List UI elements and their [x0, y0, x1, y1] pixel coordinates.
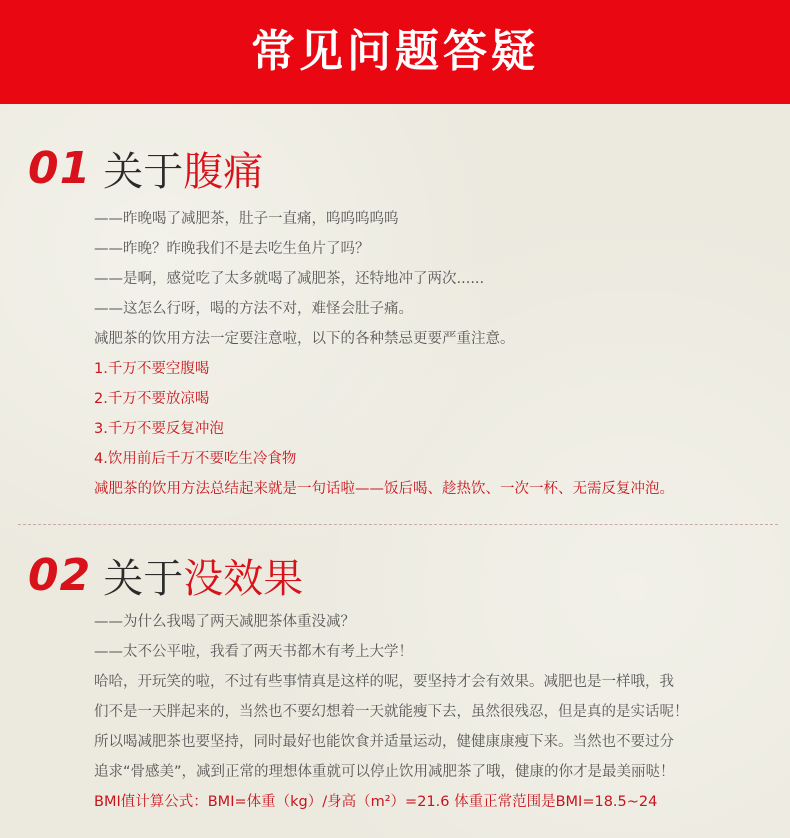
body-line: 们不是一天胖起来的，当然也不要幻想着一天就能瘦下去，虽然很残忍，但是真的是实话呢！ [94, 704, 689, 720]
dialogue-line: ——为什么我喝了两天减肥茶体重没减？ [94, 614, 355, 630]
header-banner [0, 0, 790, 104]
body-line: 追求“骨感美”，减到正常的理想体重就可以停止饮用减肥茶了哦，健康的你才是最美丽哒！ [94, 764, 675, 780]
section-heading-keyword: 没效果 [183, 555, 304, 602]
section-heading-prefix: 关于 [103, 555, 184, 602]
section-heading [28, 545, 303, 605]
intro-line: 减肥茶的饮用方法一定要注意啦，以下的各种禁忌更要严重注意。 [94, 331, 515, 347]
section-number: 01 [28, 142, 92, 194]
section-heading-prefix: 关于 [103, 148, 184, 195]
section-body [94, 204, 784, 504]
section-heading-keyword: 腹痛 [183, 148, 264, 195]
dialogue-line: ——昨晚喝了减肥茶，肚子一直痛，呜呜呜呜呜 [94, 211, 399, 227]
rule-item: 1.千万不要空腹喝 [94, 361, 210, 377]
page-title: 常见问题答疑 [251, 26, 539, 77]
dialogue-line: ——这怎么行呀，喝的方法不对，难怪会肚子痛。 [94, 301, 413, 317]
rule-item: 4.饮用前后千万不要吃生冷食物 [94, 451, 297, 467]
section-body [94, 607, 784, 817]
body-line: 哈哈，开玩笑的啦，不过有些事情真是这样的呢，要坚持才会有效果。减肥也是一样哦，我 [94, 674, 674, 690]
section-number: 02 [28, 549, 92, 601]
body-line: 所以喝减肥茶也要坚持，同时最好也能饮食并适量运动，健健康康瘦下来。当然也不要过分 [94, 734, 674, 750]
section-heading [28, 138, 263, 198]
dialogue-line: ——太不公平啦，我看了两天书都木有考上大学！ [94, 644, 413, 660]
rule-item: 2.千万不要放凉喝 [94, 391, 210, 407]
dialogue-line: ——是啊，感觉吃了太多就喝了减肥茶，还特地冲了两次...... [94, 271, 485, 287]
summary-line: 减肥茶的饮用方法总结起来就是一句话啦——饭后喝、趁热饮、一次一杯、无需反复冲泡。 [94, 481, 674, 497]
rule-item: 3.千万不要反复冲泡 [94, 421, 224, 437]
bmi-formula: BMI值计算公式：BMI=体重（kg）/身高（m²）=21.6 体重正常范围是BMI=18.5~24 [94, 794, 658, 810]
dialogue-line: ——昨晚？昨晚我们不是去吃生鱼片了吗？ [94, 241, 370, 257]
section-divider [18, 524, 778, 525]
